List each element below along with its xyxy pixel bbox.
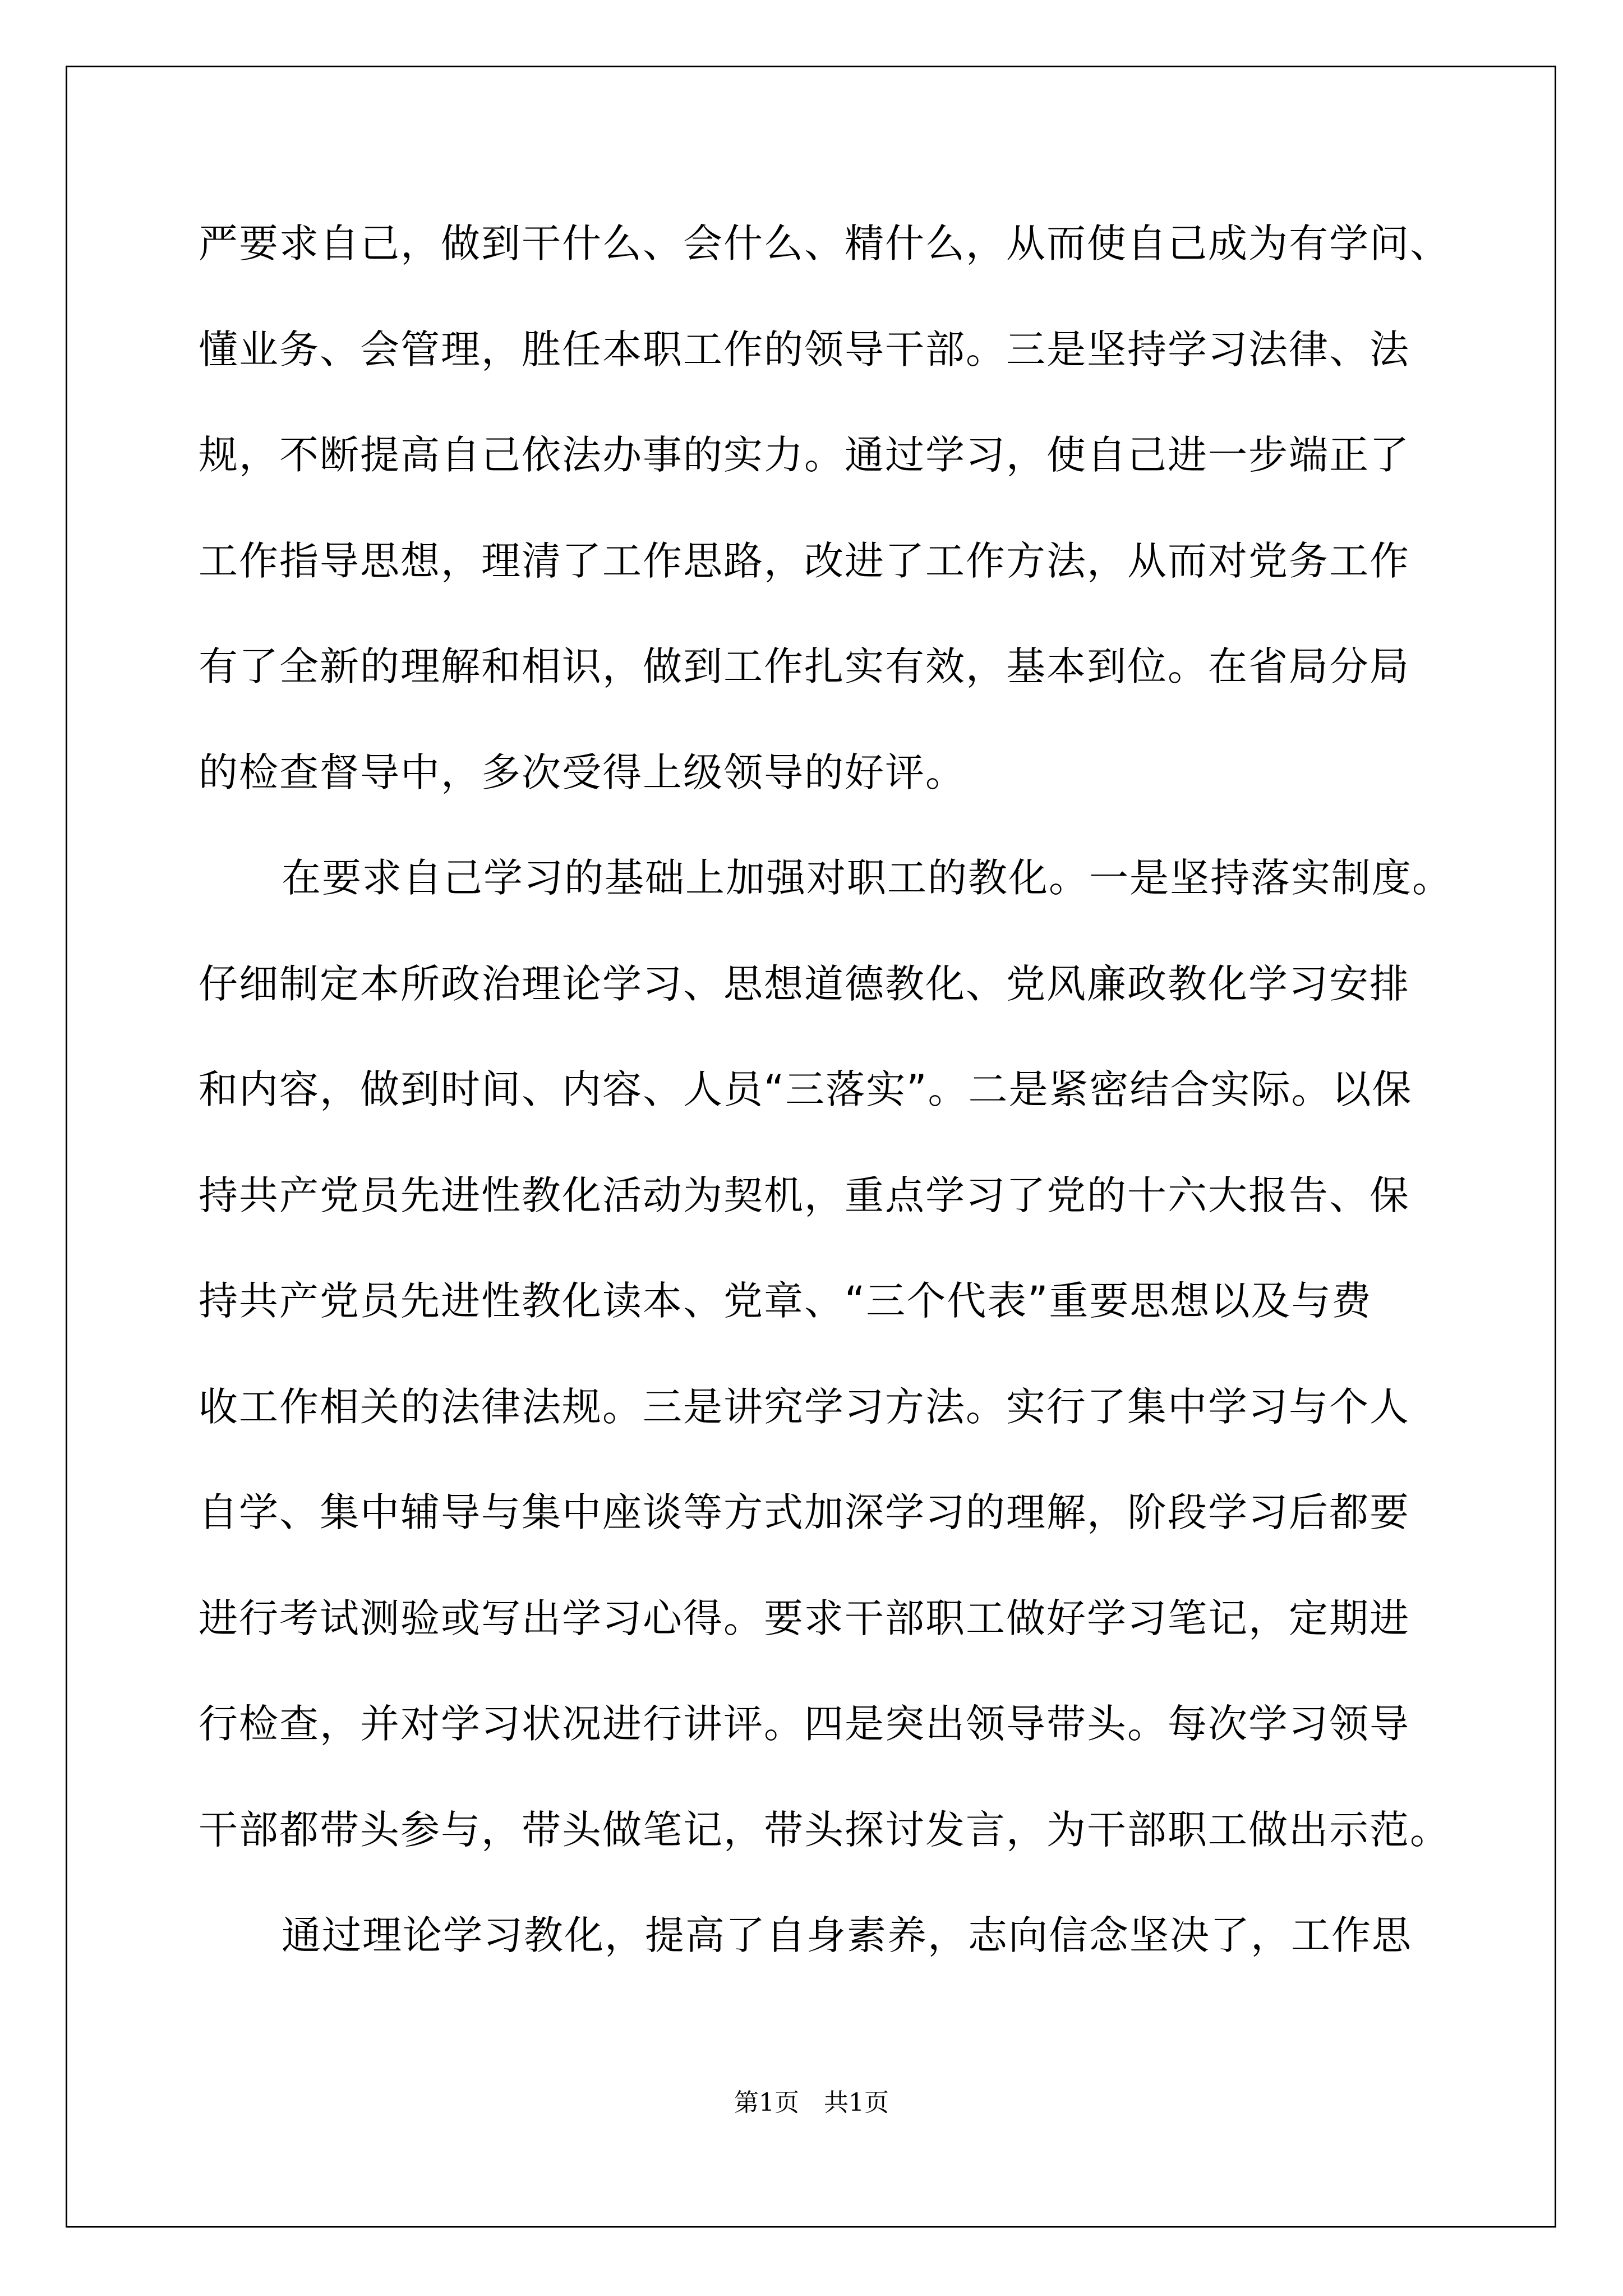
text-line: 的检查督导中，多次受得上级领导的好评。 <box>199 749 966 795</box>
text-line: 持共产党员先进性教化读本、党章、“三个代表”重要思想以及与费 <box>199 1278 1372 1324</box>
paragraph-first-line: 通过理论学习教化，提高了自身素养，志向信念坚决了，工作思 <box>282 1912 1412 1958</box>
paragraph-first-line: 在要求自己学习的基础上加强对职工的教化。一是坚持落实制度。 <box>282 855 1453 901</box>
text-line: 懂业务、会管理，胜任本职工作的领导干部。三是坚持学习法律、法 <box>199 326 1410 372</box>
text-line: 和内容，做到时间、内容、人员“三落实”。二是紧密结合实际。以保 <box>199 1066 1413 1112</box>
text-line: 行检查，并对学习状况进行讲评。四是突出领导带头。每次学习领导 <box>199 1701 1410 1747</box>
text-line: 持共产党员先进性教化活动为契机，重点学习了党的十六大报告、保 <box>199 1172 1410 1218</box>
document-body <box>199 191 1453 1989</box>
text-line: 严要求自己，做到干什么、会什么、精什么，从而使自己成为有学问、 <box>199 220 1450 266</box>
page-number-footer: 第1页 共1页 <box>734 2088 889 2117</box>
text-line: 仔细制定本所政治理论学习、思想道德教化、党风廉政教化学习安排 <box>199 960 1410 1007</box>
text-line: 自学、集中辅导与集中座谈等方式加深学习的理解，阶段学习后都要 <box>199 1489 1410 1535</box>
text-line: 进行考试测验或写出学习心得。要求干部职工做好学习笔记，定期进 <box>199 1595 1410 1641</box>
text-line: 规，不断提高自己依法办事的实力。通过学习，使自己进一步端正了 <box>199 432 1410 478</box>
text-line: 有了全新的理解和相识，做到工作扎实有效，基本到位。在省局分局 <box>199 643 1410 689</box>
text-line: 干部都带头参与，带头做笔记，带头探讨发言，为干部职工做出示范。 <box>199 1806 1450 1853</box>
text-line: 工作指导思想，理清了工作思路，改进了工作方法，从而对党务工作 <box>199 537 1410 584</box>
text-line: 收工作相关的法律法规。三是讲究学习方法。实行了集中学习与个人 <box>199 1383 1410 1430</box>
